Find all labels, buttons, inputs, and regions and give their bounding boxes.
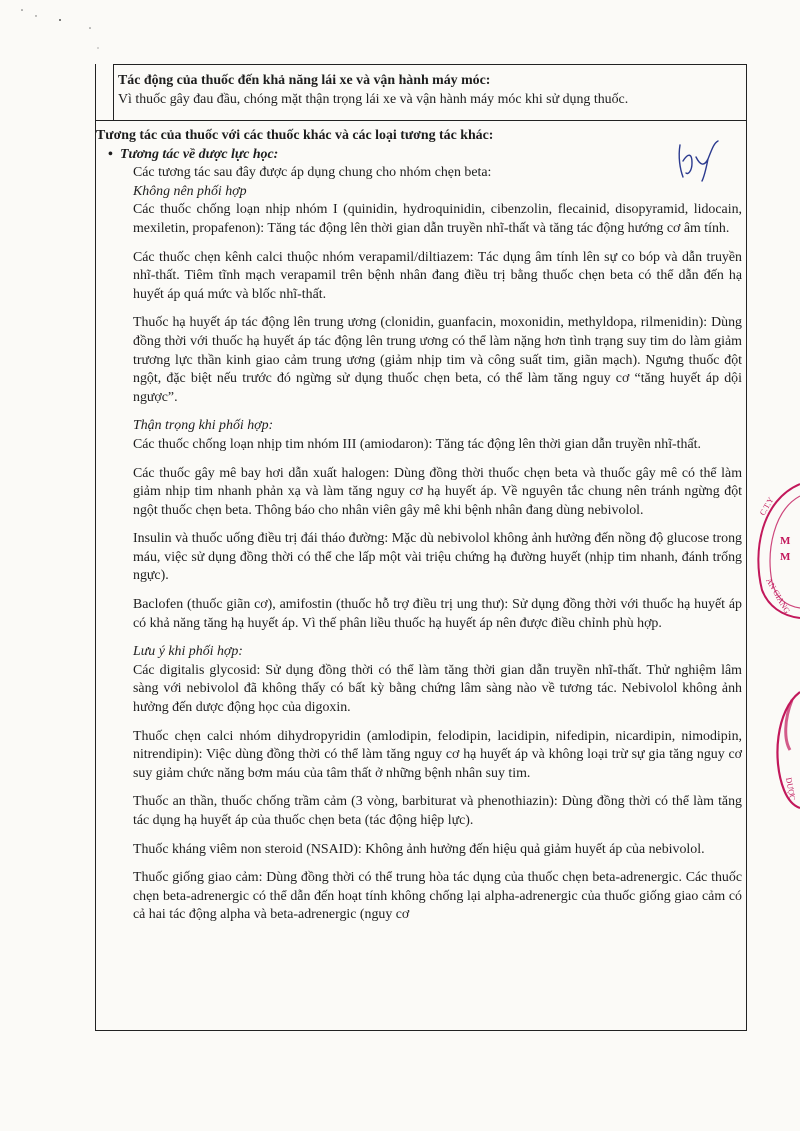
paragraph: Các thuốc chẹn kênh calci thuộc nhóm verapamil/diltiazem: Tác dụng âm tính lên sự co bóp và dẫn truyền nhĩ-thất. Tiêm tĩnh mạch verapamil trên bệnh nhân đang điều trị bằng thuốc chẹn beta có thể dẫn đến hạ huyết áp quá mức và blốc nhĩ-thất. [133,249,742,302]
scan-specks [0,0,120,60]
paragraph: Thuốc an thần, thuốc chống trầm cảm (3 vòng, barbiturat và phenothiazin): Dùng đồng thời có thể làm tăng tác dụng hạ huyết áp của thuốc chẹn beta (tác động hiệp lực). [133,794,742,828]
interactions-section [96,127,742,925]
paragraph: Insulin và thuốc uống điều trị đái tháo đường: Mặc dù nebivolol không ảnh hưởng đến nồng độ glucose trong máu, việc sử dụng đồng thời có thể che lấp một vài triệu chứng hạ đường huyết (nhịp tim nhanh, đánh trống ngực). [133,531,742,584]
paragraph: Các thuốc chống loạn nhịp tim nhóm III (amiodaron): Tăng tác động lên thời gian dẫn truyền nhĩ-thất. [133,436,701,452]
driving-text: Vì thuốc gây đau đầu, chóng mặt thận trọng lái xe và vận hành máy móc khi sử dụng thuốc. [118,91,629,107]
paragraph: Thuốc kháng viêm non steroid (NSAID): Không ảnh hưởng đến hiệu quả giảm huyết áp của nebivolol. [133,841,705,857]
intro-text: Các tương tác sau đây được áp dụng chung cho nhóm chẹn beta: [133,165,492,181]
paragraph: Thuốc hạ huyết áp tác động lên trung ương (clonidin, guanfacin, moxonidin, methyldopa, rilmenidin): Dùng đồng thời với thuốc hạ huyết áp tác động lên trung ương có thể làm nặng hơn tình trạng suy tim do làm giảm trương lực thần kinh giao cảm trung ương (giảm nhịp tim và công suất tim, giãn mạch). Ngưng thuốc đột ngột, đặc biệt nếu trước đó ngừng sử dụng thuốc chẹn beta, có thể làm tăng nguy cơ “tăng huyết áp dội ngược”. [133,315,742,405]
not-recommended-label: Không nên phối hợp [133,183,247,199]
bullet-icon: • [108,146,113,162]
section-divider [95,120,747,121]
company-stamp [752,480,800,620]
paragraph: Các thuốc chống loạn nhịp nhóm I (quinidin, hydroquinidin, cibenzolin, flecainid, disopyramid, lidocain, mexiletin, propafenon): Tăng tác động lên thời gian dẫn truyền nhĩ-thất và tăng tác động hướng cơ âm tính. [133,202,742,236]
driving-section [118,72,742,109]
paragraph: Thuốc giống giao cảm: Dùng đồng thời có thể trung hòa tác dụng của thuốc chẹn beta-adrenergic. Các thuốc chẹn beta-adrenergic có thể dẫn đến hoạt tính không chống lại alpha-adrenergic của thuốc giống giao cảm có cả hai tác động alpha và beta-adrenergic (nguy cơ [133,870,742,923]
svg-text:C.T.Y: C.T.Y [757,495,776,517]
signature-mark [674,137,724,183]
partial-stamp [770,690,800,810]
svg-text:AN GIANG: AN GIANG [764,576,792,616]
svg-text:DƯỢC: DƯỢC [784,776,797,802]
pharmacodynamics-subheading [96,146,742,165]
paragraph: Các digitalis glycosid: Sử dụng đồng thời có thể làm tăng thời gian dẫn truyền nhĩ-thất. Thử nghiệm lâm sàng với nebivolol đã không thấy có bất kỳ bằng chứng lâm sàng nào về tương tác. Nebivolol không ảnh hưởng đến dược động học của digoxin. [133,662,742,716]
top-rule [113,64,747,65]
left-rule-top [113,64,114,121]
driving-heading: Tác động của thuốc đến khả năng lái xe và vận hành máy móc: [118,73,491,88]
interactions-heading: Tương tác của thuốc với các thuốc khác và các loại tương tác khác: [96,128,494,143]
svg-text:M: M [780,535,791,547]
paragraph: Thuốc chẹn calci nhóm dihydropyridin (amlodipin, felodipin, lacidipin, nifedipin, nicardipin, nimodipin, nitrendipin): Việc dùng đồng thời có thể làm tăng nguy cơ hạ huyết áp và không loại trừ sự gia tăng nguy cơ suy giảm chức năng bơm máu của tâm thất ở những bệnh nhân suy tim. [133,728,742,781]
interactions-body [96,164,742,925]
subheading-text: Tương tác về dược lực học: [120,146,279,162]
paragraph: Baclofen (thuốc giãn cơ), amifostin (thuốc hỗ trợ điều trị ung thư): Sử dụng đồng thời với thuốc hạ huyết áp có khả năng tăng hạ huyết áp. Vì thế phân liều thuốc hạ huyết áp nên được điều chỉnh phù hợp. [133,597,742,631]
paragraph: Các thuốc gây mê bay hơi dẫn xuất halogen: Dùng đồng thời thuốc chẹn beta và thuốc gây mê có thể làm giảm nhịp tim nhanh phản xạ và làm tăng nguy cơ hạ huyết áp. Về nguyên tắc chung nên tránh ngừng đột ngột thuốc chẹn beta. Thông báo cho nhân viên gây mê khi bệnh nhân đang dùng nebivolol. [133,465,742,518]
note-label: Lưu ý khi phối hợp: [133,644,243,660]
svg-text:M: M [780,551,791,563]
caution-label: Thận trọng khi phối hợp: [133,418,274,434]
